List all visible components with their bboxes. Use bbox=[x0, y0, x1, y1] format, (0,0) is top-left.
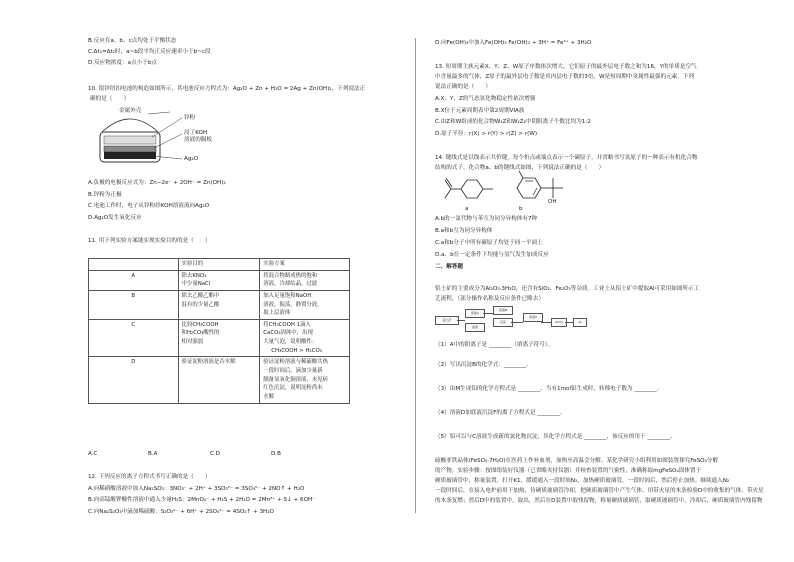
label-zinc-powder: 锌粉 bbox=[184, 115, 196, 121]
plan-line: CH₃COOH > H₂CO₃ bbox=[271, 347, 322, 354]
q14-stem-cont: 结构的式子，化合物a、b的键线式如图，下列说法正确的是（ ） bbox=[435, 165, 605, 171]
q11-table bbox=[88, 258, 350, 404]
plan-line: 加入足量饱和NaOH bbox=[263, 292, 312, 299]
molecule-a-figure bbox=[439, 174, 509, 204]
molecule-b-label: b bbox=[519, 206, 523, 212]
q15-sub1: （1）A中的阳离子是 ________（填离子符号）。 bbox=[435, 342, 554, 348]
plan-cell bbox=[260, 319, 350, 357]
row-label: B bbox=[89, 290, 179, 319]
flow-box: 溶液B bbox=[493, 306, 513, 315]
q10-option-b: B.锌粉为正极 bbox=[88, 192, 122, 198]
table-row bbox=[89, 270, 350, 290]
q13-option-c: C.由Z和W组成的化合物W₂Z和W₂Z₂中阴阳离子个数比均为1:2 bbox=[435, 119, 591, 125]
q10-stem: 10. 银锌纽扣电池的构造如图所示，其电池反应方程式为：Ag₂O + Zn + H₂O = 2Ag + Zn(OH)₂，下列说法正 bbox=[88, 86, 366, 92]
q10-stem-cont: 确的是（ ） bbox=[90, 96, 130, 102]
flow-box: 溶液A bbox=[465, 309, 485, 318]
plan-line: 大量气泡，说明酸性： bbox=[263, 339, 318, 346]
row-label: A bbox=[89, 270, 179, 290]
purpose-line: 相对强弱 bbox=[181, 339, 204, 346]
flow-box: 滤渣 bbox=[465, 323, 485, 332]
q11-answer-b: B.A bbox=[148, 451, 158, 457]
q15-intro: 铝土矿的主要成分为Al₂O₃·3H₂O，还含有SiO₂、Fe₂O₃等杂质。工业上从铝土矿中提取Al可采用如图所示工 bbox=[435, 286, 700, 292]
q10-option-a: A.负极的电极反应式为：Zn−2e⁻ + 2OH⁻ = Zn(OH)₂ bbox=[88, 180, 226, 186]
plan-line: 取上层液体 bbox=[263, 310, 291, 317]
q11-stem: 11. 用下列实验方案能实现实验目的的是（ ） bbox=[88, 238, 211, 244]
plan-line: CaCO₃固体中，出现 bbox=[263, 330, 313, 337]
header-cell bbox=[89, 259, 179, 271]
plan-line: 溶液，冷却结晶，过滤 bbox=[263, 281, 318, 288]
q13-stem-cont: 中含量最多的气体，Z原子的最外层电子数是其内层电子数的3倍，W是短周期中金属性最强的元素，下列 bbox=[435, 74, 695, 80]
q15-sub4: （4）溶液D加底液沉淀F的离子方程式是 ________。 bbox=[435, 410, 566, 416]
q15-intro-cont: 艺流程，（部分操作名称及反应条件已略去） bbox=[435, 296, 545, 302]
flow-box: 溶液C bbox=[523, 313, 543, 322]
purpose-line: 中少量NaCl bbox=[181, 281, 211, 288]
q12-option-d: D.向Fe(OH)₃中加入Fe(OH)₃ Fe(OH)₃ + 3H⁺ = Fe³⁺ + 3H₂O bbox=[435, 40, 592, 46]
plan-line: 将混合物制成热的饱和 bbox=[263, 272, 318, 279]
table-header bbox=[89, 259, 350, 271]
label-metal-shell: 金属外壳 bbox=[119, 108, 142, 114]
q16-line: 的木条复燃；然后D中的装置中。取出，然后在D装置中取残留物，称量硬质玻璃管，取硬质玻璃管中，冷却后，硬质玻璃管内残留物 bbox=[435, 498, 763, 504]
label-ag2o: Ag₂O bbox=[184, 156, 199, 162]
q13-stem-cont2: 说法正确的是（ ） bbox=[435, 84, 491, 90]
q15-sub3: （3）由M生成铝的化学方程式是 ________，当有1mol铝生成时，转移电子数为 ________。 bbox=[435, 386, 663, 392]
q11-answer-a: A.C bbox=[88, 451, 98, 457]
purpose-line: 除去KNO₃ bbox=[181, 272, 207, 279]
molecule-b-oh-label: OH bbox=[548, 199, 557, 205]
q12-option-c: C.向Na₂S₂O₃中滴加稀硫酸：S₂O₃²⁻ + 6H⁺ + 2SO₄²⁻ = 4SO₂↑ + 3H₂O bbox=[88, 509, 274, 515]
flow-arrow bbox=[541, 322, 551, 323]
q9-option-c: C.Δt₁=Δt₂时，a~b段平均正反应速率小于b~c段 bbox=[88, 49, 211, 55]
purpose-line: 除去乙酸乙酯中 bbox=[181, 292, 220, 299]
flow-box: Al bbox=[573, 318, 587, 327]
q13-option-b: B.X位于元素周期表中第2周期VIA族 bbox=[435, 108, 525, 114]
q16-line: 的产物。实验步骤：按图组装好仪器（已省略夹持仪器）并检查装置的气密性，准确称取mgFeSO₄固体置于 bbox=[435, 468, 702, 474]
plan-cell bbox=[260, 357, 350, 403]
q14-stem: 14. 键线式是以线表示共价键，每个折点或端点表示一个碳原子，并省略书写氢原子的一种表示有机化合物 bbox=[435, 155, 698, 161]
flow-arrow bbox=[511, 322, 523, 323]
q14-option-b: B.a和b互为同分异构体 bbox=[435, 228, 493, 234]
plan-line: 水解 bbox=[263, 393, 275, 400]
column-divider bbox=[415, 38, 416, 513]
header-cell: 实验方案 bbox=[260, 259, 350, 271]
table-row bbox=[89, 319, 350, 357]
plan-line: 将CH₃COOH 1滴入 bbox=[263, 321, 311, 328]
q11-answer-d: D.B bbox=[271, 451, 281, 457]
q11-answer-c: C.D bbox=[210, 451, 220, 457]
section-answer-questions: 二、解答题 bbox=[435, 264, 463, 270]
plan-line: 验证淀粉溶液与稀硫酸共热 bbox=[263, 359, 328, 366]
battery-figure bbox=[90, 104, 240, 172]
flow-box: Al₂O₃ bbox=[551, 318, 567, 327]
q15-sub2: （2）写出沉淀B的化学式：________。 bbox=[435, 362, 532, 368]
flow-box: 铝土矿 bbox=[435, 316, 459, 325]
q9-option-d: D.反应物浓度：a点小于b点 bbox=[88, 60, 158, 66]
process-flow-chart bbox=[435, 306, 595, 336]
molecule-a-label: a bbox=[465, 206, 469, 212]
q14-option-a: A.b的一氯代物与苯互为同分异构体有7种 bbox=[435, 216, 538, 222]
q12-stem: 12. 下列反应的离子方程式书写正确的是（ ） bbox=[88, 474, 211, 480]
purpose-line: 验证淀粉溶液是否水解 bbox=[181, 359, 236, 366]
q15-sub5: （5）铝可以与C溶液生成新的氯化物沉淀，其化学方程式是 ________，该反应的用于 ________。 bbox=[435, 434, 676, 440]
right-column bbox=[435, 0, 775, 562]
q12-option-b: B.向高锰酸钾酸性溶液中通入少量H₂S：2MnO₄⁻ + H₂S + 2H₂O = 2Mn²⁺ + S↓ + 6OH⁻ bbox=[88, 497, 316, 503]
left-column bbox=[88, 0, 388, 562]
q13-option-a: A.X、Y、Z的气态氢化物稳定性依次增强 bbox=[435, 96, 536, 102]
flow-arrow bbox=[483, 313, 493, 314]
q10-option-c: C.电池工作时，电子从锌粉经KOH溶液流向Ag₂O bbox=[88, 203, 210, 209]
flow-arrow bbox=[565, 322, 573, 323]
plan-cell bbox=[260, 270, 350, 290]
q12-option-a: A.向稀硝酸溶液中加入Na₂SO₃：3NO₃⁻ + 2H⁺ + 3SO₃²⁻ = 3SO₄²⁻ + 2NO↑ + H₂O bbox=[88, 486, 305, 492]
molecule-b-figure bbox=[507, 170, 587, 210]
header-cell: 实验目的 bbox=[178, 259, 260, 271]
plan-cell bbox=[260, 290, 350, 319]
q14-option-d: D.a、b在一定条件下均能与氢气发生加成反应 bbox=[435, 252, 549, 258]
purpose-line: 比较CH₃COOH bbox=[181, 321, 219, 328]
row-label: D bbox=[89, 357, 179, 403]
purpose-line: 和H₂CO₃酸性的 bbox=[181, 330, 220, 337]
q9-option-b: B.反应在a、b、c点均处于平衡状态 bbox=[88, 38, 177, 44]
q10-option-d: D.Ag₂O发生氧化反应 bbox=[88, 215, 142, 221]
purpose-cell bbox=[178, 319, 260, 357]
q13-stem: 13. 短周期主族元素X、Y、Z、W原子序数依次增大，它们原子的最外层电子数之和为16，Y的单质是空气 bbox=[435, 64, 697, 70]
q13-option-d: D.原子半径：r(X) > r(Y) > r(Z) > r(W) bbox=[435, 131, 538, 137]
row-label: C bbox=[89, 319, 179, 357]
label-koh-soaked: 浸了KOH bbox=[184, 130, 208, 136]
flow-box: 沉淀 bbox=[493, 318, 513, 327]
table-row bbox=[89, 290, 350, 319]
purpose-cell bbox=[178, 270, 260, 290]
plan-line: 溶液，振荡，静置分液， bbox=[263, 301, 323, 308]
table-row bbox=[89, 357, 350, 403]
label-separator: 溶液的隔板 bbox=[184, 137, 212, 143]
purpose-line: 混有的少量乙酸 bbox=[181, 301, 220, 308]
purpose-cell bbox=[178, 290, 260, 319]
purpose-cell bbox=[178, 357, 260, 403]
flow-arrow bbox=[457, 320, 465, 321]
plan-line: 一段时间后，滴加少量新 bbox=[263, 368, 323, 375]
plan-line: 红色沉淀，说明淀粉尚未 bbox=[263, 385, 323, 392]
q16-line: 硬质玻璃管中，称量装置。打开K1，缓缓通入一段时间N₂，加热硬质玻璃管，一段时间后，然后停止加热。继续通入N₂ bbox=[435, 478, 730, 484]
q16-line: 一段时间后，在接入电炉前用于加热，待硬质玻璃管冷却，把硬质玻璃管中产生气体，用带火星的木条检验D中的收集的气体，带火星 bbox=[435, 488, 764, 494]
q14-option-c: C.a和b分子中所有碳原子均处于同一平面上 bbox=[435, 240, 543, 246]
q16-line: 硫酸亚铁晶体(FeSO₄·7H₂O)在医药上作补血剂，加热至高温会分解。某化学研究小组利用如图装置探究FeSO₄分解 bbox=[435, 458, 718, 464]
plan-line: 制备氢氧化铜溶液，未见砖 bbox=[263, 376, 328, 383]
